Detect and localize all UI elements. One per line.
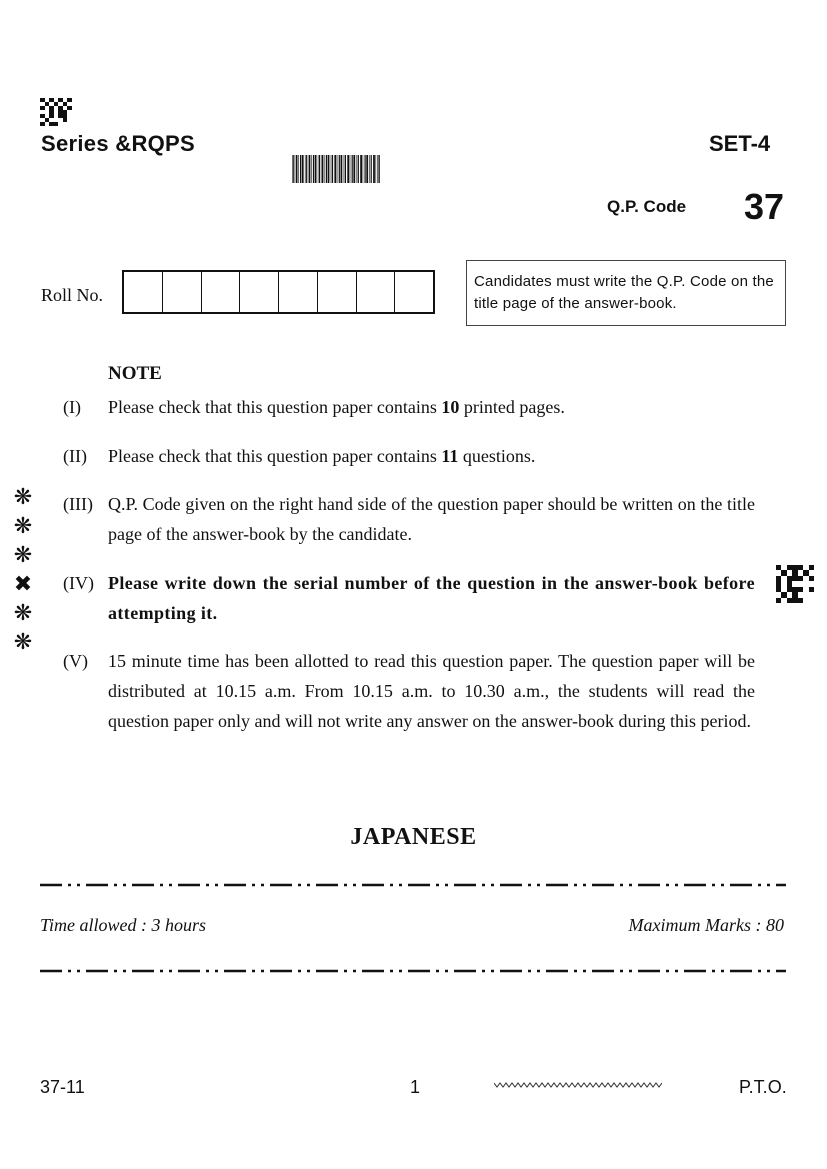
paper-code-footer: 37-11 bbox=[40, 1077, 85, 1097]
roll-digit-box[interactable] bbox=[279, 272, 318, 312]
series-label: Series &RQPS bbox=[41, 131, 196, 156]
page-count: 10 bbox=[441, 397, 460, 417]
asterism-icon: ❋ bbox=[13, 485, 33, 510]
asterism-icon: ❋ bbox=[13, 543, 33, 568]
asterism-icon: ❋ bbox=[13, 601, 33, 626]
asterism-icon: ❋ bbox=[13, 514, 33, 539]
note-item-number: (I) bbox=[63, 397, 81, 417]
note-item-text bbox=[108, 441, 755, 471]
qp-code-notice-box: Candidates must write the Q.P. Code on the title page of the answer-book. bbox=[466, 260, 786, 326]
dash-dot-divider bbox=[40, 969, 786, 973]
roll-digit-box[interactable] bbox=[240, 272, 279, 312]
roll-digit-box[interactable] bbox=[318, 272, 357, 312]
roll-digit-box[interactable] bbox=[202, 272, 241, 312]
note-item-number: (II) bbox=[63, 446, 87, 466]
asterism-icon: ❋ bbox=[13, 630, 33, 655]
cross-mark-icon: ✖ bbox=[13, 572, 33, 597]
note-item-text: Please write down the serial number of the question in the answer-book before attempting it. bbox=[108, 573, 755, 623]
squiggle-line-icon bbox=[494, 1080, 662, 1090]
pto-label: P.T.O. bbox=[739, 1077, 787, 1097]
note-item-number: (III) bbox=[63, 494, 93, 514]
maximum-marks: Maximum Marks : 80 bbox=[628, 915, 784, 935]
page-number: 1 bbox=[410, 1077, 421, 1097]
roll-number-label: Roll No. bbox=[41, 285, 104, 305]
dash-dot-divider bbox=[40, 883, 786, 887]
subject-title: JAPANESE bbox=[350, 824, 477, 850]
time-allowed: Time allowed : 3 hours bbox=[40, 915, 207, 935]
note-item-number: (IV) bbox=[63, 573, 94, 593]
qp-code-value: 37 bbox=[744, 186, 785, 227]
note-item-text-part: Please check that this question paper contains bbox=[108, 397, 442, 417]
note-item-text bbox=[108, 392, 755, 422]
barcode-icon bbox=[292, 155, 380, 183]
note-title: NOTE bbox=[108, 363, 162, 384]
roll-number-boxes[interactable] bbox=[122, 270, 435, 314]
note-item-number: (V) bbox=[63, 651, 88, 671]
roll-digit-box[interactable] bbox=[163, 272, 202, 312]
note-item-text-part: printed pages. bbox=[459, 397, 565, 417]
note-item-text-part: questions. bbox=[458, 446, 536, 466]
roll-digit-box[interactable] bbox=[124, 272, 163, 312]
roll-digit-box[interactable] bbox=[395, 272, 433, 312]
roll-digit-box[interactable] bbox=[357, 272, 396, 312]
note-item-text-part: Please check that this question paper contains bbox=[108, 446, 442, 466]
qp-code-label: Q.P. Code bbox=[607, 197, 687, 216]
note-item-text: Q.P. Code given on the right hand side of the question paper should be written on the title page of the answer-book by the candidate. bbox=[108, 494, 755, 544]
qr-code-icon bbox=[40, 98, 72, 126]
qr-code-icon bbox=[776, 565, 814, 603]
note-item-text: 15 minute time has been allotted to read this question paper. The question paper will be distributed at 10.15 a.m. From 10.15 a.m. to 10.30 a.m., the students will read the question paper only and will not write any answer on the answer-book during this period. bbox=[108, 651, 755, 731]
set-label: SET-4 bbox=[709, 131, 771, 156]
margin-marks bbox=[10, 483, 36, 657]
question-count: 11 bbox=[441, 446, 459, 466]
